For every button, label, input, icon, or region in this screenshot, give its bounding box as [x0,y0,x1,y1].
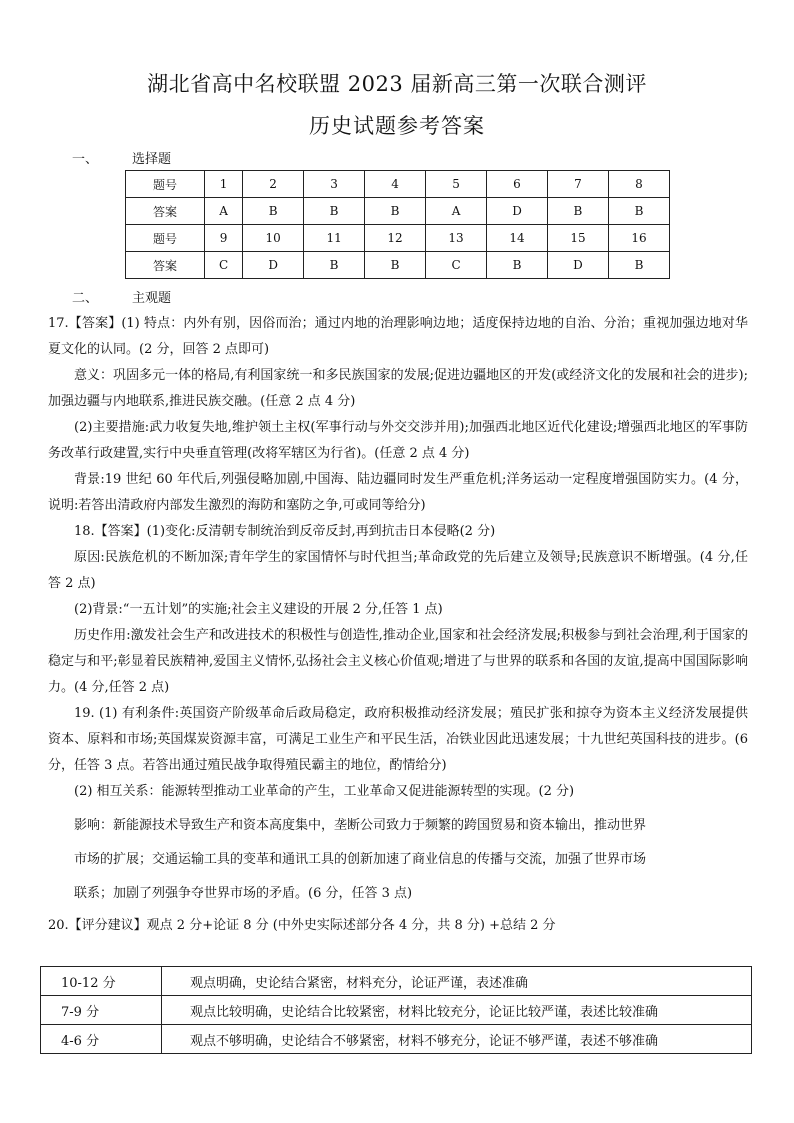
table-cell: 观点比较明确，史论结合比较紧密，材料比较充分，论证比较严谨，表述比较准确 [162,996,752,1025]
rubric-table [40,966,752,1054]
table-cell: 题号 [126,225,205,252]
table-row [41,1025,752,1054]
table-cell: 6 [487,171,548,198]
table-cell: 15 [547,225,608,252]
table-cell: 7-9 分 [41,996,162,1025]
answer-paragraph: 历史作用:激发社会生产和改进技术的积极性与创造性,推动企业,国家和社会经济发展;积极参与到社会治理,利于国家的稳定与和平;彰显着民族精神,爱国主义情怀,弘扬社会主义核心价值观;增进了与世界的联系和各国的友谊,提高中国国际影响力。(4 分,任答 2 点) [48,628,748,695]
table-cell: 观点不够明确，史论结合不够紧密，材料不够充分，论证不够严谨，表述不够准确 [162,1025,752,1054]
answer-paragraph: (2) 相互关系：能源转型推动工业革命的产生，工业革命又促进能源转型的实现。(2 分) [74,784,575,799]
section-label: 选择题 [132,152,172,167]
table-cell: 题号 [126,171,205,198]
section-heading-subjective [72,287,171,306]
answer-paragraph: 影响：新能源技术导致生产和资本高度集中，垄断公司致力于频繁的跨国贸易和资本输出，推动世界 [74,818,647,833]
answer-paragraph: 17.【答案】(1) 特点：内外有别，因俗而治；通过内地的治理影响边地；适度保持边地的自治、分治；重视加强边地对华夏文化的认同。(2 分，回答 2 点即可) [48,316,748,357]
answer-paragraph: 原因:民族危机的不断加深;青年学生的家国情怀与时代担当;革命政党的先后建立及领导;民族意识不断增强。(4 分,任答 2 点) [48,550,748,591]
table-cell: B [487,252,548,279]
answer-paragraph: (2)主要措施:武力收复失地,维护领土主权(军事行动与外交交涉并用);加强西北地区近代化建设;增强西北地区的军事防务改革行政建置,实行中央垂直管理(改将军辖区为行省)。(任意 2 点 4 分) [48,420,748,461]
table-cell: B [365,198,426,225]
table-cell: D [487,198,548,225]
table-cell: B [243,198,304,225]
table-cell: 11 [304,225,365,252]
table-row [41,967,752,996]
table-cell: 10 [243,225,304,252]
table-row [126,225,670,252]
table-cell: 答案 [126,198,205,225]
section-heading-choice [72,148,171,167]
section-number: 一、 [72,152,99,167]
table-cell: 10-12 分 [41,967,162,996]
table-cell: 5 [426,171,487,198]
answer-paragraph: 市场的扩展；交通运输工具的变革和通讯工具的创新加速了商业信息的传播与交流，加强了世界市场 [74,852,647,867]
table-cell: 观点明确，史论结合紧密，材料充分，论证严谨，表述准确 [162,967,752,996]
table-cell: C [426,252,487,279]
table-row [126,171,670,198]
table-cell: B [608,198,669,225]
table-cell: 8 [608,171,669,198]
table-cell: 2 [243,171,304,198]
table-cell: 13 [426,225,487,252]
table-cell: 14 [487,225,548,252]
answer-paragraph: (2)背景:“一五计划”的实施;社会主义建设的开展 2 分,任答 1 点) [74,602,443,617]
table-cell: D [547,252,608,279]
section-label: 主观题 [132,291,172,306]
table-cell: 4-6 分 [41,1025,162,1054]
page-subtitle: 历史试题参考答案 [309,114,485,138]
table-cell: B [304,252,365,279]
table-cell: A [426,198,487,225]
table-cell: A [205,198,243,225]
table-cell: B [365,252,426,279]
table-row [126,198,670,225]
table-row [126,252,670,279]
table-cell: 7 [547,171,608,198]
answer-body [48,311,748,939]
answer-paragraph: 背景:19 世纪 60 年代后,列强侵略加剧,中国海、陆边疆同时发生严重危机;洋务运动一定程度增强国防实力。(4 分，说明:若答出清政府内部发生激烈的海防和塞防之争,可或同等给分) [48,472,748,513]
answer-table [125,170,670,279]
answer-paragraph: 意义：巩固多元一体的格局,有利国家统一和多民族国家的发展;促进边疆地区的开发(或经济文化的发展和社会的进步);加强边疆与内地联系,推进民族交融。(任意 2 点 4 分) [48,368,748,409]
table-cell: 答案 [126,252,205,279]
table-cell: C [205,252,243,279]
page-title: 湖北省高中名校联盟 2023 届新高三第一次联合测评 [147,72,647,96]
table-cell: B [608,252,669,279]
table-cell: 3 [304,171,365,198]
table-cell: D [243,252,304,279]
table-cell: 4 [365,171,426,198]
answer-paragraph: 联系；加剧了列强争夺世界市场的矛盾。(6 分，任答 3 点) [74,886,413,901]
section-number: 二、 [72,291,99,306]
table-cell: 9 [205,225,243,252]
answer-paragraph: 19. (1) 有利条件:英国资产阶级革命后政局稳定，政府积极推动经济发展；殖民扩张和掠夺为资本主义经济发展提供资本、原料和市场;英国煤炭资源丰富，可满足工业生产和平民生活，冶铁业因此迅速发展；十九世纪英国科技的进步。(6 分，任答 3 点。若答出通过殖民战争取得殖民霸主的地位，酌情给分) [48,706,748,773]
table-row [41,996,752,1025]
table-cell: B [304,198,365,225]
table-cell: 16 [608,225,669,252]
table-cell: 1 [205,171,243,198]
table-cell: B [547,198,608,225]
answer-paragraph: 20.【评分建议】观点 2 分+论证 8 分 (中外史实际述部分各 4 分，共 8 分) +总结 2 分 [48,918,556,933]
table-cell: 12 [365,225,426,252]
answer-paragraph: 18.【答案】(1)变化:反清朝专制统治到反帝反封,再到抗击日本侵略(2 分) [74,524,496,539]
